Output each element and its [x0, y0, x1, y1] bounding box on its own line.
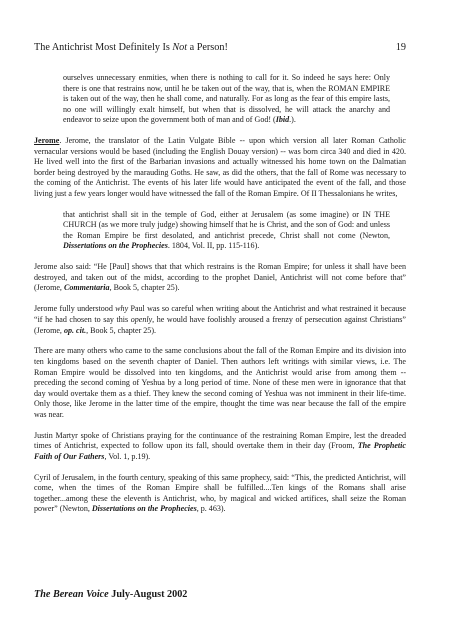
quote-text: ourselves unnecessary enmities, when there is nothing to call for it. So indeed he says here: Only there is one that restrains now, until he be taken out of the way, that is, when the ROMAN EMPIRE is taken out of the way, then he shall come, and naturally. For as long as the fear of this empire lasts, no one will willingly exalt himself, but when that is dissolved, he will attack the anarchy and endeavor to seize upon the government both of man and of God! ( — [63, 73, 390, 125]
running-header — [34, 41, 406, 54]
paragraph-justin-martyr — [34, 431, 406, 463]
issue-date: July-August 2002 — [108, 589, 188, 600]
publication-name: The Berean Voice — [34, 589, 109, 600]
running-title-post: a Person! — [187, 42, 228, 53]
paragraph-text: Paul was so careful when writing about the Antichrist and what restrained it because “if he had chosen to say this — [34, 304, 407, 324]
paragraph-jerome-why — [34, 304, 406, 336]
paragraph-ten-kingdoms — [34, 346, 406, 420]
paragraph-cyril — [34, 473, 406, 515]
paragraph-jerome-intro — [34, 136, 406, 199]
citation-opcit: op. cit. — [63, 325, 87, 335]
paragraph-text: Cyril of Jerusalem, in the fourth century, speaking of this same prophecy, said: “This, the predicted Antichrist, will come, when the times of the Roman Empire shall be fulfilled....Ten kings of the Romans shall arise together...among these the eleventh is Antichrist, who, by magical and wicked artifices, shall seize the Roman power” (Newton, — [34, 472, 406, 514]
citation-source: The Prophetic Faith of Our Fathers — [34, 441, 406, 461]
article-body — [34, 73, 406, 515]
paragraph-text: , he would have foolishly aroused a frenzy of persecution against Christians” (Jerome, — [34, 314, 406, 335]
paragraph-text: Justin Martyr spoke of Christians praying for the continuance of the restraining Roman Empire, lest the dreaded times of Antichrist, expected to follow upon its fall, should overtake them in their day (Froom, — [34, 430, 406, 451]
citation-detail: , Vol. 1, p.19). — [104, 451, 151, 461]
citation-ibid: Ibid — [275, 115, 290, 125]
paragraph-text: Jerome fully understood — [34, 304, 116, 314]
paragraph-text: Jerome also said: “He [Paul] shows that that which restrains is the Roman Empire; for unless it shall have been destroyed, and taken out of the midst, according to the prophet Daniel, Antichrist will not come before that” (Jerome, — [34, 262, 406, 293]
running-title-pre: The Antichrist Most Definitely Is — [34, 42, 173, 53]
citation-detail: , p. 463). — [196, 504, 226, 514]
running-footer — [34, 589, 187, 600]
citation-source: Dissertations on the Prophecies — [91, 504, 197, 514]
paragraph-text: There are many others who came to the same conclusions about the fall of the Roman Empire and its division into ten kingdoms based on the seventh chapter of Daniel. Then authors left writings with similar views, i.e. The Roman Empire would be dissolved into ten kingdoms, and the Antichrist would arise from among them -- preceding the second coming of Yeshua by a long period of time. None of these men were in ignorance that that day would overtake them as a thief. They knew the second coming of Yeshua was not imminent in their life-time. Only those, like Jerome in the latter time of the empire, thought the time was near because the fall of the empire was near. — [34, 346, 406, 419]
section-name-jerome: Jerome — [34, 136, 60, 146]
block-quote-chrysostom — [34, 73, 406, 126]
paragraph-jerome-restrains — [34, 262, 406, 294]
block-quote-jerome — [34, 210, 406, 252]
citation-source: Dissertations on the Prophecies — [63, 241, 168, 251]
paragraph-text: . Jerome, the translator of the Latin Vulgate Bible -- upon which version all later Roman Catholic vernacular versions would be based (including the English Douay version) -- was born circa 340 and died in 420. He lived well into the first of the Barbarian invasions and actually witnessed his home town on the Dalmatian border being destroyed by the marauding Goths. He saw, as did the others, that the fall of Rome was necessary to the coming of the Antichrist. The events of his later life would have anticipated the event of the fall, and those living just a few years longer would have witnessed the fall of the Roman Empire. Of II Thessalonians he writes, — [34, 136, 406, 198]
page-number: 19 — [395, 42, 406, 53]
citation-detail: , Book 5, chapter 25). — [109, 283, 180, 293]
running-title — [34, 41, 228, 54]
emphasis-why: why — [115, 304, 129, 314]
citation-detail: , Book 5, chapter 25). — [86, 325, 157, 335]
quote-text: that antichrist shall sit in the temple of God, either at Jerusalem (as some imagine) or IN THE CHURCH (as we more truly judge) showing himself that he is Christ, and the son of God: and unless the Roman Empire be first desolated, and antichrist precede, Christ shall not come (Newton, — [63, 209, 390, 240]
citation-end: .). — [289, 115, 296, 125]
citation-source: Commentaria — [63, 283, 110, 293]
emphasis-openly: openly — [130, 314, 153, 324]
citation-detail: . 1804, Vol. II, pp. 115-116). — [167, 241, 260, 251]
running-title-emphasis: Not — [172, 42, 188, 53]
